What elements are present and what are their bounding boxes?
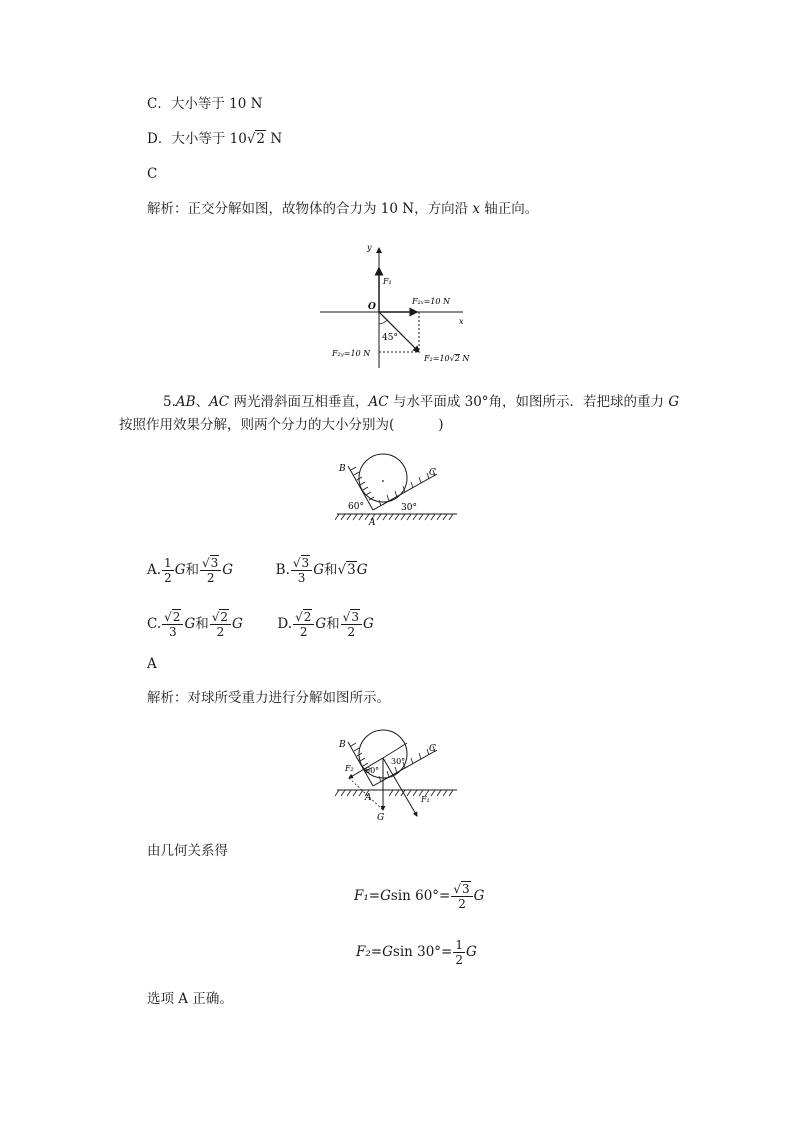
label-b: B	[339, 740, 346, 750]
option-d-frac2: $\frac{√3}{2}$	[341, 610, 362, 639]
option-d-prev-coef: 10	[229, 131, 247, 147]
option-b-frac1: $\frac{√3}{3}$	[291, 556, 312, 585]
geometry-text: 由几何关系得	[147, 843, 228, 859]
question5-sep: 、	[195, 394, 210, 410]
angle-60-label: 60°	[365, 766, 380, 775]
f2-vector	[379, 312, 419, 352]
eq1-frac: $\frac{√3}{2}$	[451, 882, 472, 911]
option-c-label: C.	[147, 616, 162, 632]
label-a: A	[365, 793, 372, 803]
conclusion: 选项 A 正确。	[147, 991, 233, 1007]
label-c: C	[429, 744, 436, 754]
ground-hatching	[335, 790, 453, 796]
angle-60-label: 60°	[348, 502, 364, 512]
eq2-frac: $\frac{1}{2}$	[455, 938, 464, 967]
label-c: C	[429, 468, 436, 478]
question5-line2	[119, 416, 444, 434]
label-b: B	[339, 464, 346, 474]
question5-close: )	[438, 417, 444, 433]
option-c-prev-unit: N	[250, 96, 263, 112]
y-label: y	[367, 243, 372, 252]
f1-vector	[383, 758, 417, 816]
f2x-label: F₂ₓ=10 N	[412, 297, 451, 306]
options-row-cd: C. $\frac{√2}{3}$ G和 $\frac{√2}{2}$ G D. $\frac{√2}{2}$ G和 $\frac{√3}{2}$ G	[147, 610, 374, 639]
option-b-sqrt: √3	[337, 562, 356, 578]
f1-label: F₁	[383, 277, 392, 286]
option-b-label: B.	[275, 562, 290, 578]
ball	[359, 454, 407, 502]
option-d-frac1: $\frac{√2}{2}$	[293, 610, 314, 639]
angle-45-label: 45°	[382, 333, 398, 343]
explanation5: 解析：对球所受重力进行分解如图所示。	[147, 690, 390, 706]
question5-text2: 与水平面成 30°角，如图所示．若把球的重力	[388, 394, 669, 410]
equation-f2: F₂=Gsin 30°= $\frac{1}{2}$ G	[356, 938, 477, 967]
explanation-prev-axis: x	[472, 201, 480, 217]
question5-line1	[163, 393, 679, 411]
explanation-prev	[147, 200, 538, 218]
label-g: G	[377, 813, 385, 823]
option-c-frac2: $\frac{√2}{2}$	[210, 610, 231, 639]
option-a-frac2: $\frac{√3}{2}$	[200, 556, 221, 585]
origin-label: O	[368, 302, 376, 312]
option-d-label: D.	[277, 616, 293, 632]
ball-center	[382, 480, 384, 482]
question5-g: G	[668, 394, 680, 410]
question5-ac: AC	[209, 394, 230, 410]
question5-ab: AB	[175, 394, 196, 410]
option-d-prev-unit: N	[270, 131, 283, 147]
option-d-prev-radicand: 2	[256, 131, 266, 147]
question5-ac2: AC	[368, 394, 389, 410]
f2y-label: F₂ᵧ=10 N	[332, 349, 371, 358]
x-label: x	[459, 317, 464, 326]
option-c-prev	[147, 95, 262, 113]
sqrt-symbol: √2	[246, 131, 266, 147]
explanation-prev-text1: 解析：正交分解如图，故物体的合力为 10 N，方向沿	[147, 201, 473, 217]
label-f2: F₂	[345, 764, 354, 773]
question5-text1: 两光滑斜面互相垂直，	[229, 394, 369, 410]
explanation-prev-text2: 轴正向。	[480, 201, 539, 217]
ground-hatching	[335, 514, 453, 520]
guide-line	[383, 743, 407, 758]
option-a-frac1: $\frac{1}{2}$	[164, 556, 172, 585]
options-row-ab: A. $\frac{1}{2}$ G和 $\frac{√3}{2}$ G B. $\frac{√3}{3}$ G和√3G	[147, 556, 368, 585]
figure-orthogonal-decomposition	[315, 240, 485, 370]
option-a-label: A.	[147, 562, 162, 578]
figure-gravity-decomposition	[335, 728, 460, 823]
question5-number: 5.	[163, 394, 176, 410]
angle-arc	[379, 320, 387, 324]
f2-label: F₂=10√2 N	[424, 354, 470, 363]
answer-prev: C	[147, 166, 158, 182]
angle-30-label: 30°	[401, 503, 417, 513]
slope-ab-hatching	[351, 467, 374, 500]
label-a: A	[369, 518, 376, 527]
option-d-prev	[147, 130, 282, 148]
answer5: A	[147, 656, 157, 672]
figure-ball-slopes	[335, 452, 460, 527]
label-f1: F₁	[421, 795, 430, 804]
angle-30-label: 30°	[391, 757, 406, 766]
question5-text3: 按照作用效果分解，则两个分力的大小分别为(	[119, 417, 395, 433]
option-c-prev-value: 10	[229, 96, 247, 112]
option-d-prev-text: D．大小等于	[147, 131, 230, 147]
option-c-frac1: $\frac{√2}{3}$	[162, 610, 183, 639]
equation-f1: F₁=Gsin 60°= $\frac{√3}{2}$ G	[354, 882, 485, 911]
option-c-prev-text: C．大小等于	[147, 96, 230, 112]
